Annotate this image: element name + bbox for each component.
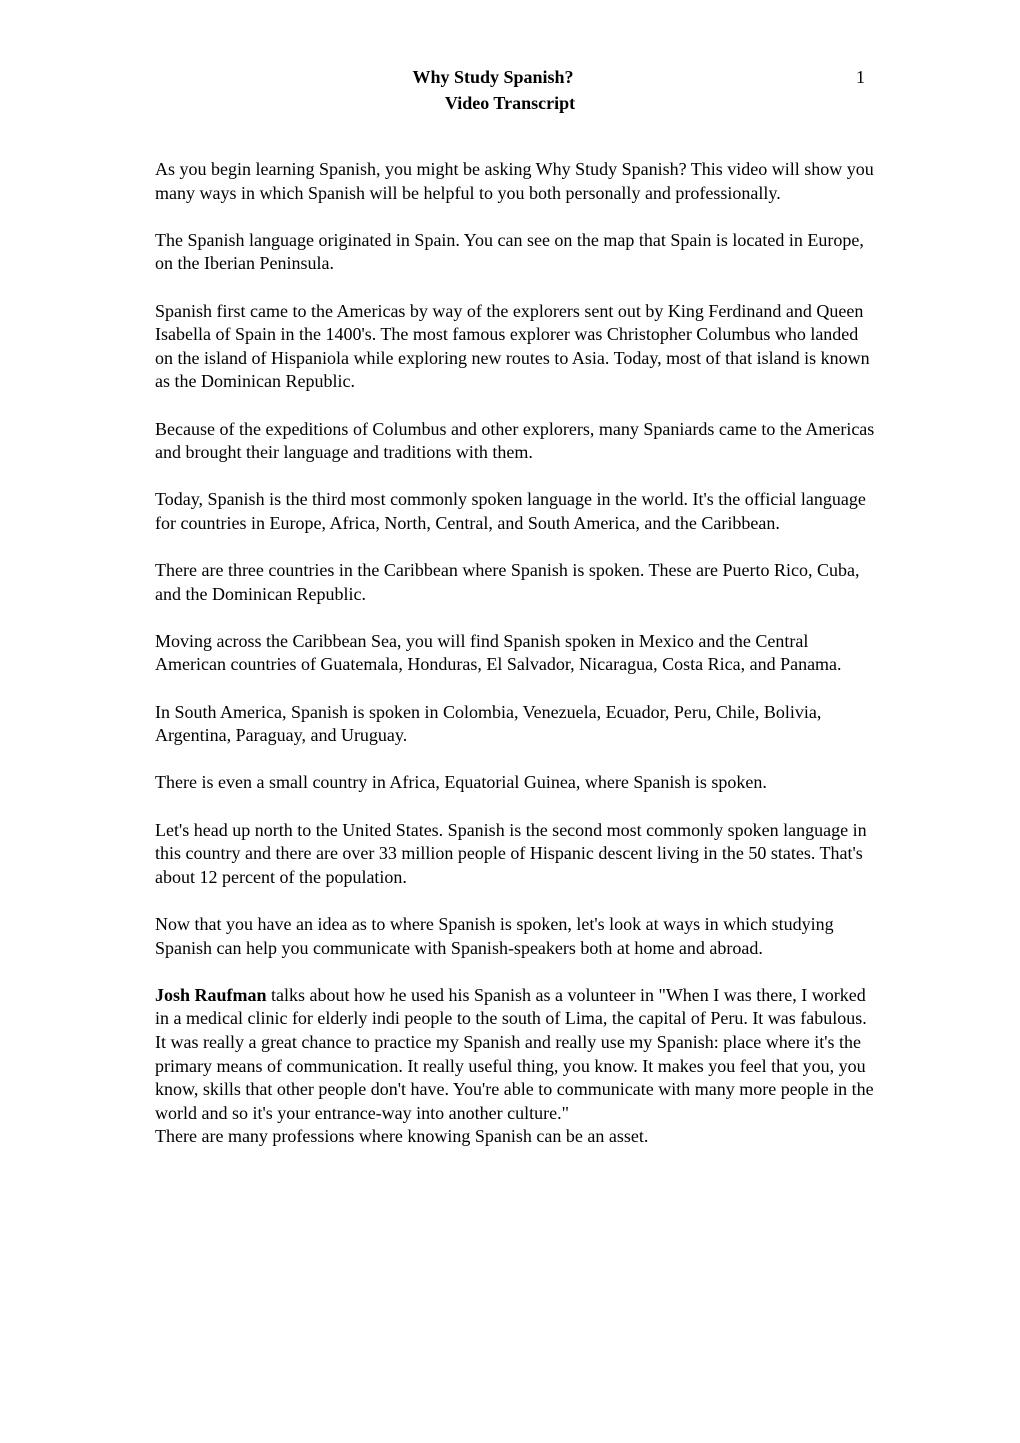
paragraph: Let's head up north to the United States. Spanish is the second most commonly spoken language in this country and there are over 33 million people of Hispanic descent living in the 50 states. That's about 12 percent of the population. [155, 819, 867, 887]
document-subtitle: Video Transcript [444, 93, 576, 113]
paragraph: Now that you have an idea as to where Spanish is spoken, let's look at ways in which studying Spanish can help you communicate with Spanish-speakers both at home and abroad. [155, 914, 834, 958]
paragraph: Because of the expeditions of Columbus and other explorers, many Spaniards came to the Americas and brought their language and traditions with them. [155, 418, 875, 463]
quote-paragraph [155, 984, 875, 1126]
paragraph: In South America, Spanish is spoken in Colombia, Venezuela, Ecuador, Peru, Chile, Bolivia, Argentina, Paraguay, and Uruguay. [155, 701, 822, 746]
document-title: Why Study Spanish? [412, 67, 574, 87]
closing-paragraph: There are many professions where knowing Spanish can be an asset. [155, 1126, 649, 1147]
speaker-name: Josh Raufman [155, 984, 267, 1005]
document-header [0, 64, 1020, 116]
paragraph: There is even a small country in Africa, Equatorial Guinea, where Spanish is spoken. [155, 772, 767, 793]
paragraph: There are three countries in the Caribbean where Spanish is spoken. These are Puerto Rico, Cuba, and the Dominican Republic. [155, 560, 860, 604]
paragraph: The Spanish language originated in Spain. You can see on the map that Spain is located in Europe, on the Iberian Peninsula. [155, 229, 864, 274]
transcript-body [155, 158, 875, 1173]
quote-text: talks about how he used his Spanish as a volunteer in "When I was there, I worked in a medical clinic for elderly indi people to the south of Lima, the capital of Peru. It was fabulous. It was really a great chance to practice my Spanish and really use my Spanish: place where it's the primary means of communication. It really useful thing, you know. It makes you feel that you, you know, skills that other people don't have. You're able to communicate with many more people in the world and so it's your entrance-way into another culture." [155, 984, 874, 1123]
paragraph: Spanish first came to the Americas by way of the explorers sent out by King Ferdinand and Queen Isabella of Spain in the 1400's. The most famous explorer was Christopher Columbus who landed on the island of Hispaniola while exploring new routes to Asia. Today, most of that island is known as the Dominican Republic. [155, 300, 870, 392]
paragraph: Today, Spanish is the third most commonly spoken language in the world. It's the official language for countries in Europe, Africa, North, Central, and South America, and the Caribbean. [155, 489, 866, 533]
paragraph: Moving across the Caribbean Sea, you will find Spanish spoken in Mexico and the Central American countries of Guatemala, Honduras, El Salvador, Nicaragua, Costa Rica, and Panama. [155, 630, 842, 675]
page-number: 1 [856, 67, 865, 87]
paragraph: As you begin learning Spanish, you might be asking Why Study Spanish? This video will show you many ways in which Spanish will be helpful to you both personally and professionally. [155, 159, 874, 203]
